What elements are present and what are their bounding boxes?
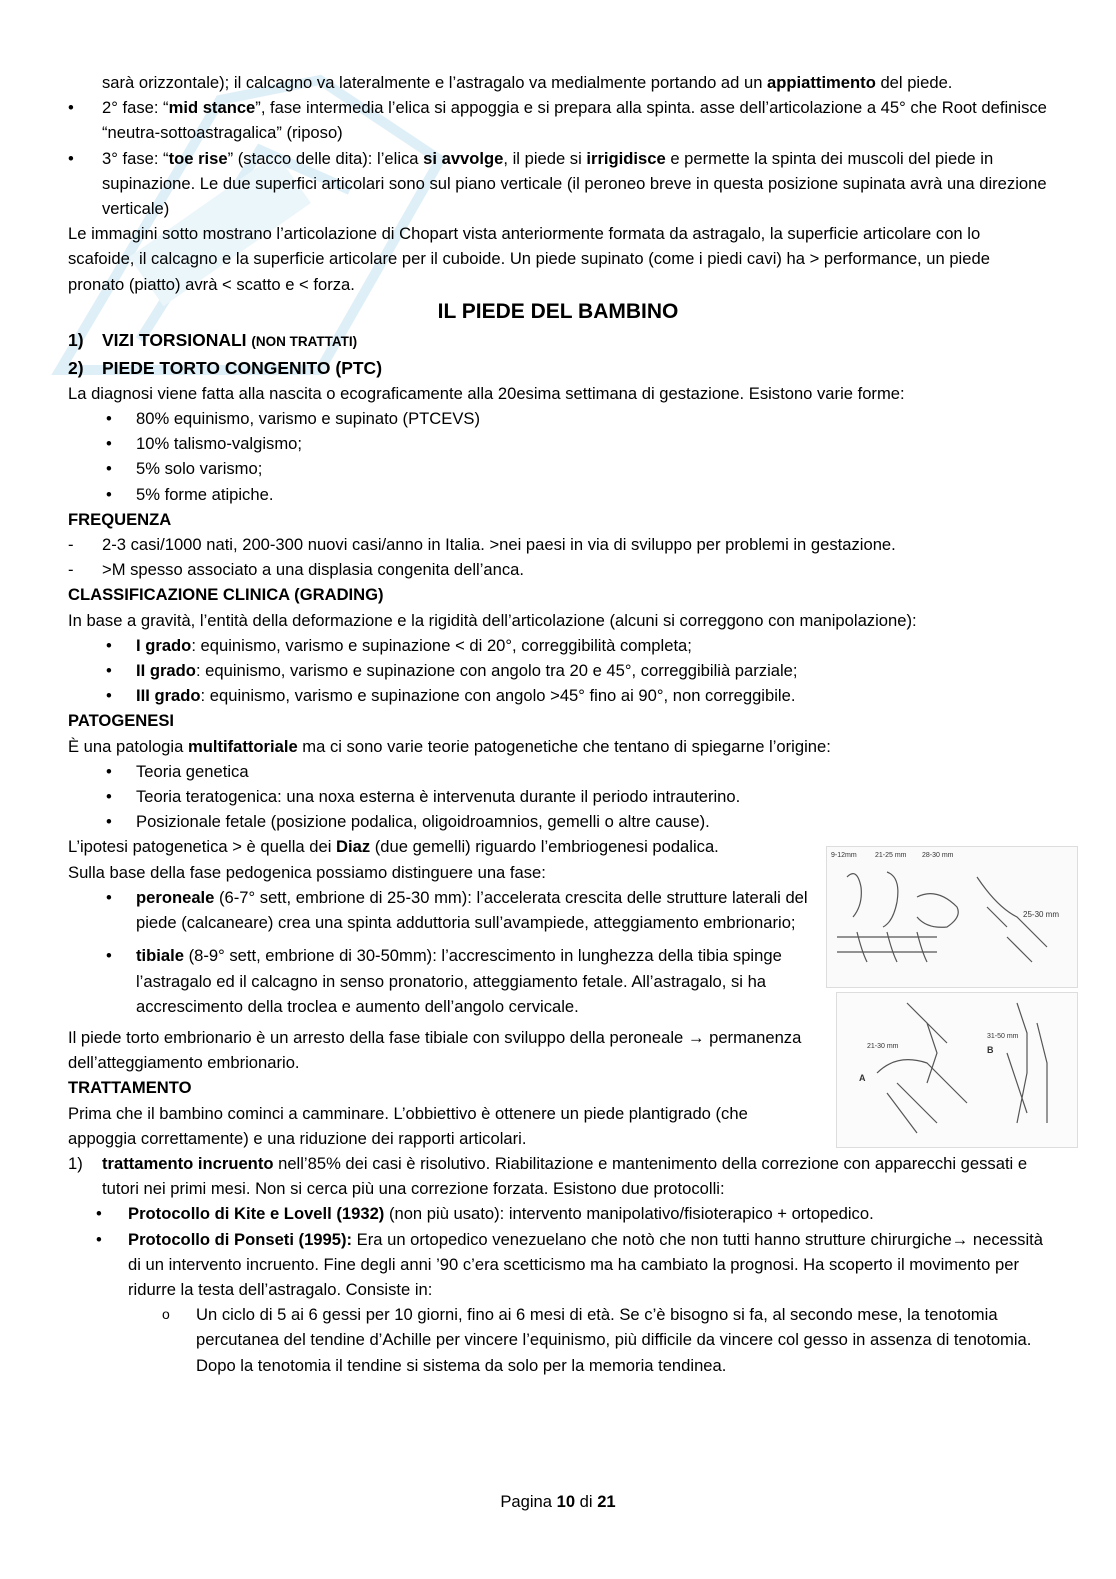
fig-label: 28-30 mm	[922, 852, 954, 859]
text: : equinismo, varismo e supinazione < di 20°, correggibilità completa;	[191, 635, 692, 655]
fig-label: 9-12mm	[831, 852, 857, 859]
text: L’ipotesi patogenetica > è quella dei	[68, 837, 337, 857]
text: (8-9° sett, embrione di 30-50mm): l’accrescimento in lunghezza della tibia spinge l’astragalo ed il calcagno in senso pronatorio, atteggiamento fetale. All’astragalo, si ha accrescimento della troclea e aumento dell’angolo cervicale.	[136, 946, 782, 1016]
frequenza-list	[68, 532, 1048, 582]
text: sarà orizzontale); il calcagno va lateralmente e l’astragalo va medialmente portando ad un	[102, 73, 768, 92]
list-item: o Un ciclo di 5 ai 6 gessi per 10 giorni, fino ai 6 mesi di età. Se c’è bisogno si fa, al secondo mese, la tenotomia percutanea del tendine d’Achille per vincere l’equinismo, più difficile da vincere col gesso in assenza di tenotomia. Dopo la tenotomia il tendine si sistema da solo per la memoria tendinea.	[68, 1302, 1048, 1378]
bold-text: I grado	[136, 635, 192, 655]
bold-text: tibiale	[136, 946, 184, 966]
list-item	[68, 683, 1048, 708]
text: 3° fase: “	[102, 148, 169, 168]
fig-label: B	[987, 1045, 994, 1055]
text: (non più usato): intervento manipolativo/fisioterapico + ortopedico.	[384, 1204, 874, 1224]
page-content	[68, 70, 1048, 1378]
fig-label: 31-50 mm	[987, 1033, 1019, 1040]
list-item	[68, 1227, 1048, 1303]
trattamento-intro: Prima che il bambino cominci a camminare. L’obbiettivo è ottenere un piede plantigrado (che appoggia correttamente) e una riduzione dei rapporti articolari.	[68, 1103, 748, 1148]
phase-list	[68, 95, 1048, 221]
bold-text: Diaz	[336, 837, 371, 857]
text: È una patologia	[68, 736, 188, 756]
bold-text: II grado	[136, 661, 196, 681]
text: ma ci sono varie teorie patogenetiche che tentano di spiegarne l’origine:	[297, 736, 831, 756]
classificazione-heading: CLASSIFICAZIONE CLINICA (GRADING)	[68, 585, 384, 605]
bold-text: multifattoriale	[187, 736, 298, 756]
list-item	[68, 146, 1048, 222]
item-number: 1)	[68, 1153, 83, 1173]
section-note: (NON TRATTATI)	[251, 333, 358, 349]
section-number: 2)	[68, 357, 84, 378]
chopart-paragraph: Le immagini sotto mostrano l’articolazione di Chopart vista anteriormente formata da astragalo, la superficie articolare con lo scafoide, il calcagno e la superficie articolare per il cuboide. Un piede supinato (come i piedi cavi) ha > performance, un piede pronato (piatto) avrà < scatto e < forza.	[68, 224, 990, 294]
text: : equinismo, varismo e supinazione con angolo tra 20 e 45°, correggibilià parziale;	[195, 661, 798, 681]
bold-text: peroneale	[136, 887, 215, 907]
diagnosi-paragraph: La diagnosi viene fatta alla nascita o ecograficamente alla 20esima settimana di gestazione. Esistono varie forme:	[68, 383, 905, 403]
text: nell’85% dei casi è risolutivo. Riabilitazione e mantenimento della correzione con apparecchi gessati e tutori nei primi mesi. Non si cerca più una correzione forzata. Esistono due protocolli:	[102, 1153, 1028, 1199]
trattamento-heading: TRATTAMENTO	[68, 1078, 192, 1098]
section-1-heading	[68, 327, 1048, 355]
list-item: - 2-3 casi/1000 nati, 200-300 nuovi casi/anno in Italia. >nei paesi in via di sviluppo per problemi in gestazione.	[68, 532, 1048, 557]
text: ”, fase intermedia l’elica si appoggia e si prepara alla spinta. asse dell’articolazione a 45° che Root definisce “neutra-sottoastragalica” (riposo)	[102, 98, 1047, 143]
fase-paragraph: Sulla base della fase pedogenica possiamo distinguere una fase:	[68, 862, 546, 882]
teorie-list	[68, 759, 1048, 835]
list-item	[68, 95, 1048, 145]
list-item	[68, 1201, 1048, 1226]
list-item: • Teoria teratogenica: una noxa esterna è intervenuta durante il periodo intrauterino.	[68, 784, 1048, 809]
list-item: • Teoria genetica	[68, 759, 1048, 784]
bold-text: mid stance	[168, 98, 256, 118]
foot-skeleton-figure	[836, 992, 1078, 1148]
text: : equinismo, varismo e supinazione con angolo >45° fino ai 90°, non correggibile.	[200, 686, 796, 706]
list-item	[68, 633, 1048, 658]
footer-text: di	[575, 1492, 598, 1511]
embryo-foot-figure	[826, 846, 1078, 988]
page-total: 21	[597, 1492, 616, 1511]
section-label: PIEDE TORTO CONGENITO (PTC)	[102, 357, 383, 378]
list-item	[68, 943, 808, 1019]
page-title: IL PIEDE DEL BAMBINO	[437, 299, 679, 323]
fig-label: 25-30 mm	[1023, 910, 1060, 919]
frequenza-heading: FREQUENZA	[68, 509, 172, 529]
text: , il piede si	[503, 148, 587, 168]
patogenesi-intro	[68, 734, 1048, 759]
list-item: - >M spesso associato a una displasia congenita dell’anca.	[68, 557, 1048, 582]
list-item	[68, 658, 1048, 683]
patogenesi-heading: PATOGENESI	[68, 711, 175, 731]
fig-label: 21-25 mm	[875, 852, 907, 859]
fasi-list	[68, 885, 808, 1019]
text: del piede.	[875, 73, 953, 92]
intro-line-1	[68, 70, 1048, 95]
bold-text: irrigidisce	[586, 148, 666, 168]
ponseti-steps-list	[68, 1302, 1048, 1378]
bold-text: appiattimento	[767, 73, 876, 92]
bold-text: III grado	[136, 686, 201, 706]
text: 2° fase: “	[102, 98, 169, 118]
list-item: • 80% equinismo, varismo e supinato (PTCEVS)	[68, 406, 1048, 431]
embrionario-paragraph: Il piede torto embrionario è un arresto della fase tibiale con sviluppo della peroneale → permanenza dell’atteggiamento embrionario.	[68, 1027, 802, 1073]
page-number: 10	[556, 1492, 576, 1511]
text: Era un ortopedico venezuelano che notò che non tutti hanno strutture chirurgiche→ necessità di un intervento incruento. Fine degli anni ’90 c’era scetticismo ma ha cambiato la prognosi. Ha scoperto il movimento per ridurre la testa dell’astragalo. Consiste in:	[128, 1229, 1043, 1299]
text: (6-7° sett, embrione di 25-30 mm): l’accelerata crescita delle strutture laterali del piede (calcaneare) crea una spinta adduttoria sull’avampiede, atteggiamento embrionario;	[136, 887, 808, 933]
bold-text: trattamento incruento	[102, 1153, 274, 1173]
section-label: VIZI TORSIONALI	[102, 329, 247, 350]
bold-text: si avvolge	[423, 148, 504, 168]
list-item	[68, 1151, 1048, 1201]
list-item: • Posizionale fetale (posizione podalica, oligoidroamnios, gemelli o altre cause).	[68, 809, 1048, 834]
text: (due gemelli) riguardo l’embriogenesi podalica.	[370, 837, 719, 857]
fig-label: A	[859, 1073, 866, 1083]
page-footer	[0, 1492, 1116, 1512]
section-2-heading	[68, 355, 1048, 381]
ipotesi-paragraph	[68, 834, 808, 859]
list-item	[68, 885, 808, 935]
text: e permette la spinta dei muscoli del piede in supinazione. Le due superfici articolari sono sul piano verticale (il peroneo breve in questa posizione supinata avrà una direzione verticale)	[102, 148, 1047, 219]
bold-text: Protocollo di Kite e Lovell (1932)	[128, 1204, 385, 1224]
footer-text: Pagina	[500, 1492, 557, 1511]
patogenesi-body	[68, 834, 808, 1150]
grading-list	[68, 633, 1048, 709]
text: ” (stacco delle dita): l’elica	[227, 148, 424, 168]
bold-text: toe rise	[168, 148, 228, 168]
forme-list	[68, 406, 1048, 507]
section-number: 1)	[68, 329, 84, 350]
bold-text: Protocollo di Ponseti (1995):	[128, 1229, 353, 1249]
protocolli-list	[68, 1201, 1048, 1302]
classificazione-intro: In base a gravità, l’entità della deformazione e la rigidità dell’articolazione (alcuni si correggono con manipolazione):	[68, 610, 917, 630]
list-item: • 5% solo varismo;	[68, 456, 1048, 481]
fig-label: 21-30 mm	[867, 1043, 899, 1050]
list-item: • 5% forme atipiche.	[68, 482, 1048, 507]
list-item: • 10% talismo-valgismo;	[68, 431, 1048, 456]
trattamento-list	[68, 1151, 1048, 1201]
